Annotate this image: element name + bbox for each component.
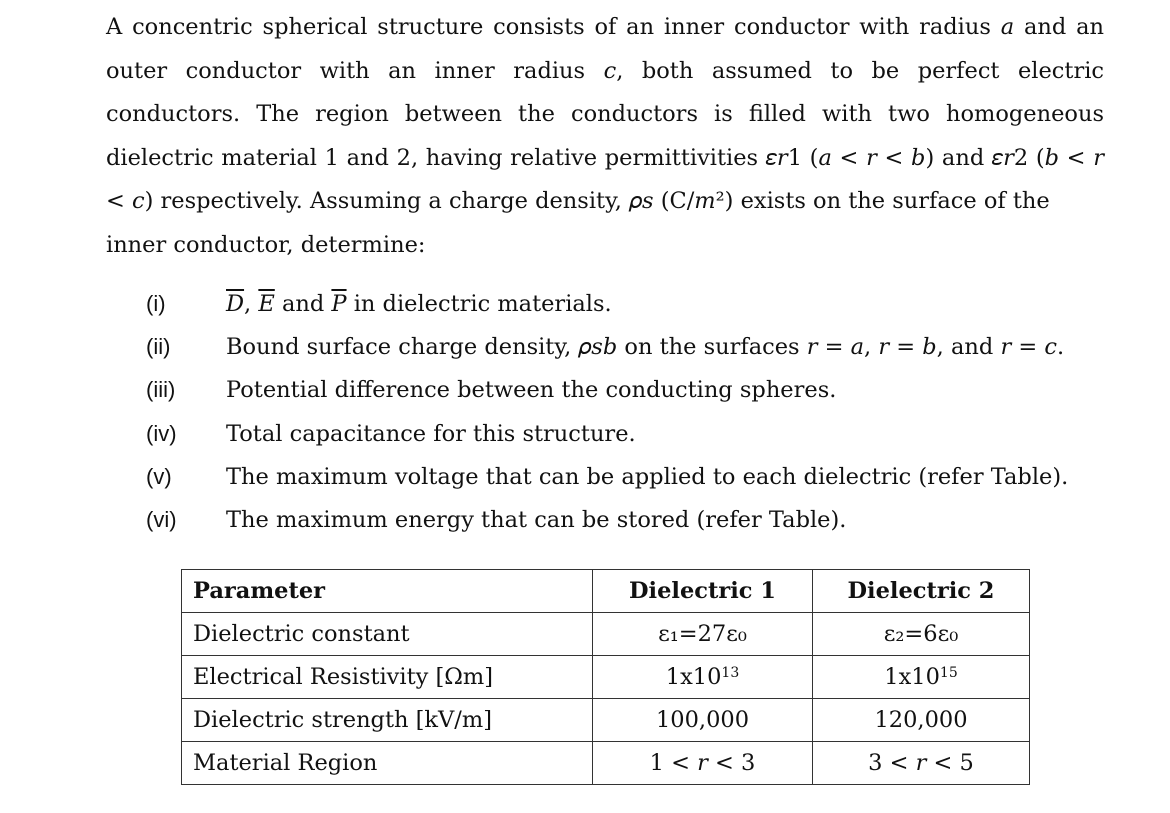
dielectric-2-cell: 120,000: [813, 699, 1030, 742]
question-number: (iii): [146, 377, 176, 403]
dielectric-2-cell: ε₂=6ε₀: [813, 613, 1030, 656]
question-number: (v): [146, 463, 172, 489]
dielectric-1-cell: 100,000: [593, 699, 813, 742]
d-vector-symbol: $\overline{D}$: [226, 291, 245, 317]
dielectric-2-cell: $1x10^{15}$: [813, 656, 1030, 699]
table-row: [182, 699, 1030, 742]
problem-line-6: inner conductor, determine:: [106, 231, 426, 258]
dielectric-2-cell: 3 < 𝑟 < 5: [813, 742, 1030, 785]
question-number: (iv): [146, 420, 177, 446]
parameter-table: [181, 569, 1030, 785]
question-number: (vi): [146, 506, 177, 532]
problem-line-2: outer conductor with an inner radius 𝑐, both assumed to be perfect electric: [106, 57, 1104, 84]
question-number: (ii): [146, 334, 171, 360]
question-item: [146, 328, 1106, 371]
question-item: [146, 371, 1106, 414]
e-vector-symbol: $\overline{E}$: [258, 291, 275, 317]
problem-line-3: conductors. The region between the conductors is filled with two homogeneous: [106, 101, 1104, 127]
question-text: Total capacitance for this structure.: [226, 420, 636, 447]
question-item: [146, 415, 1106, 458]
question-text: Bound surface charge density, 𝜌𝑠𝑏 on the surfaces 𝑟 = 𝑎, 𝑟 = 𝑏, and 𝑟 = 𝑐.: [226, 334, 1065, 361]
question-item: [146, 458, 1106, 501]
question-list: [146, 285, 1106, 544]
param-cell: Electrical Resistivity [Ωm]: [182, 656, 593, 699]
table-row: [182, 742, 1030, 785]
question-item: [146, 501, 1106, 544]
question-number: (i): [146, 291, 166, 316]
param-cell: Dielectric constant: [182, 613, 593, 656]
table-row: [182, 656, 1030, 699]
p-vector-symbol: $\overline{P}$: [331, 291, 347, 317]
question-text: $\overline{D}$, $\overline{E}$ and $\overline{P}$ in dielectric materials.: [226, 291, 612, 317]
problem-line-4: dielectric material 1 and 2, having relative permittivities 𝜀𝑟1 (𝑎 < 𝑟 < 𝑏) and 𝜀𝑟2 (𝑏 <: [106, 144, 1086, 171]
header-parameter: Parameter: [182, 570, 593, 613]
header-dielectric-1: Dielectric 1: [593, 570, 813, 613]
table-header-row: [182, 570, 1030, 613]
question-item: [146, 285, 1106, 328]
question-text: The maximum energy that can be stored (refer Table).: [226, 506, 847, 533]
question-text: The maximum voltage that can be applied to each dielectric (refer Table).: [226, 463, 1069, 490]
problem-line-1: A concentric spherical structure consists of an inner conductor with radius 𝑎 and an: [106, 14, 1104, 40]
dielectric-1-cell: 1 < 𝑟 < 3: [593, 742, 813, 785]
header-dielectric-2: Dielectric 2: [813, 570, 1030, 613]
param-cell: Dielectric strength [kV/m]: [182, 699, 593, 742]
table-row: [182, 613, 1030, 656]
question-text: Potential difference between the conducting spheres.: [226, 377, 837, 404]
param-cell: Material Region: [182, 742, 593, 785]
dielectric-1-cell: $1x10^{13}$: [593, 656, 813, 699]
problem-statement: [106, 6, 1104, 267]
dielectric-1-cell: ε₁=27ε₀: [593, 613, 813, 656]
problem-line-5: 𝑟 < 𝑐) respectively. Assuming a charge density, 𝜌𝑠 (C/𝑚²) exists on the surface of the: [106, 144, 1104, 214]
